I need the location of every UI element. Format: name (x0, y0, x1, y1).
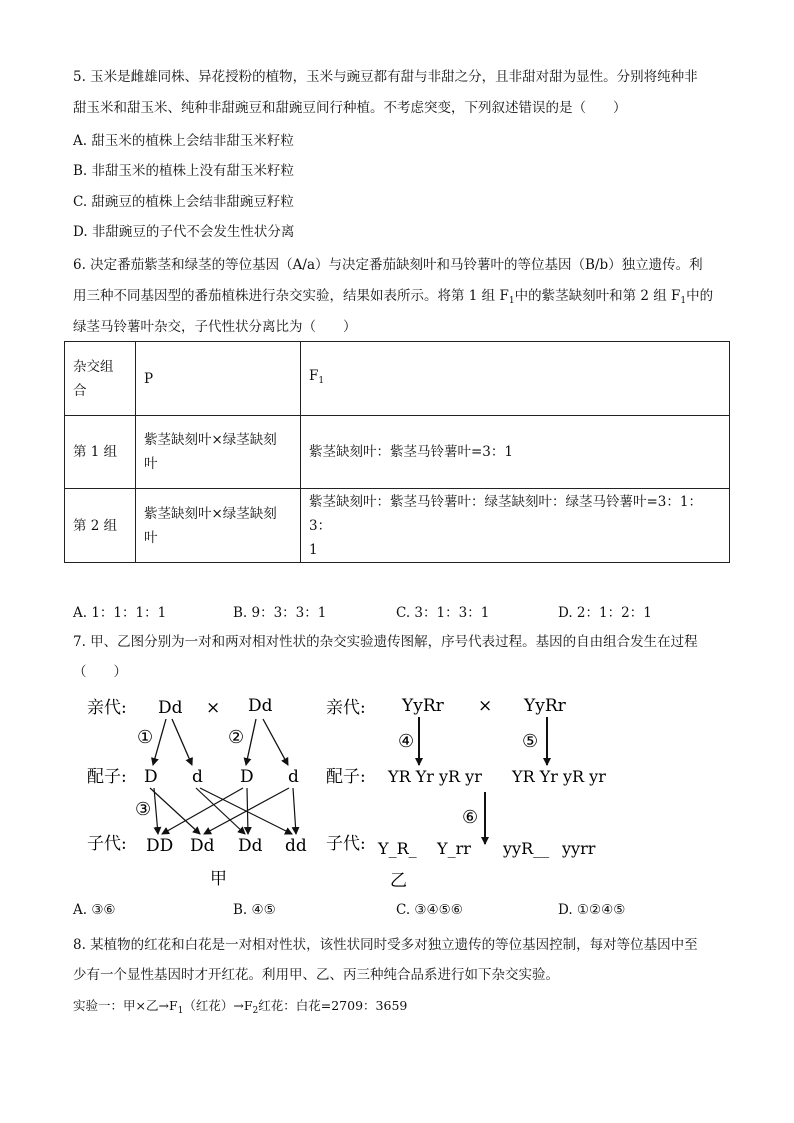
jia-offspring-1: DD (146, 836, 174, 856)
row1-group: 第 1 组 (65, 416, 136, 489)
q7-options (73, 902, 733, 922)
genotype-table (64, 341, 730, 563)
yi-gametes-parent2: YR Yr yR yr (512, 767, 606, 786)
step-6-marker: ⑥ (462, 807, 479, 828)
jia-gamete-4: d (288, 767, 299, 787)
q7-option-a: A. ③⑥ (73, 902, 116, 918)
jia-gamete-3: D (240, 767, 254, 787)
q5-stem-line1: 5. 玉米是雌雄同株、异花授粉的植物，玉米与豌豆都有甜与非甜之分，且非甜对甜为显性。分别将纯种非 (73, 69, 698, 85)
jia-gamete-label: 配子: (87, 767, 127, 787)
q7-stem-line2: （ ） (73, 664, 127, 680)
jia-parent1: Dd (158, 698, 183, 718)
jia-parent2: Dd (248, 696, 273, 716)
jia-offspring-4: dd (285, 836, 307, 856)
q6-option-a: A. 1：1：1：1 (73, 605, 167, 621)
jia-offspring-2: Dd (190, 836, 215, 856)
q7-option-b: B. ④⑤ (233, 902, 276, 918)
yi-gamete-label: 配子: (326, 767, 366, 787)
yi-cross-symbol: × (478, 696, 493, 716)
table-header-row (65, 342, 730, 416)
yi-parent1: YyRr (402, 696, 444, 716)
jia-cross-symbol: × (206, 698, 221, 718)
q7-option-c: C. ③④⑤⑥ (396, 902, 463, 918)
header-p: P (136, 342, 301, 416)
row2-group: 第 2 组 (65, 489, 136, 563)
step-2-marker: ② (228, 727, 245, 748)
yi-offspring-3: yyR__ (503, 839, 550, 858)
table-row (65, 416, 730, 489)
jia-offspring-3: Dd (238, 836, 263, 856)
genetics-cross-diagram (0, 680, 794, 895)
step-4-marker: ④ (398, 731, 415, 752)
yi-offspring-2: Y_rr (437, 839, 471, 858)
q7-stem-line1: 7. 甲、乙图分别为一对和两对相对性状的杂交实验遗传图解，序号代表过程。基因的自由组合发生在过程 (73, 634, 698, 650)
q8-stem-line1: 8. 某植物的红花和白花是一对相对性状，该性状同时受多对独立遗传的等位基因控制，每对等位基因中至 (73, 937, 698, 953)
header-cross-group: 杂交组 合 (65, 342, 136, 416)
yi-gametes-parent1: YR Yr yR yr (388, 767, 482, 786)
yi-parent-label: 亲代: (326, 698, 366, 718)
q6-stem-line3: 绿茎马铃薯叶杂交，子代性状分离比为（ ） (73, 319, 357, 335)
q8-stem-line2: 少有一个显性基因时才开红花。利用甲、乙、丙三种纯合品系进行如下杂交实验。 (73, 967, 559, 983)
row2-f1: 紫茎缺刻叶：紫茎马铃薯叶：绿茎缺刻叶：绿茎马铃薯叶=3：1：3： 1 (301, 489, 730, 563)
header-f1: $F_1$ (301, 342, 730, 416)
q6-option-c: C. 3：1：3：1 (396, 605, 490, 621)
jia-gamete-1: D (144, 767, 158, 787)
yi-title: 乙 (390, 871, 407, 891)
q6-option-b: B. 9：3：3：1 (233, 605, 327, 621)
q6-option-d: D. 2：1：2：1 (558, 605, 652, 621)
table-row (65, 489, 730, 563)
yi-offspring-label: 子代: (326, 834, 366, 854)
q5-option-c: C. 甜豌豆的植株上会结非甜豌豆籽粒 (73, 194, 294, 210)
q7-option-d: D. ①②④⑤ (558, 902, 626, 918)
q5-stem-line2: 甜玉米和甜玉米、纯种非甜豌豆和甜豌豆间行种植。不考虑突变，下列叙述错误的是（ ） (73, 100, 627, 116)
q6-stem-line1: 6. 决定番茄紫茎和绿茎的等位基因（A/a）与决定番茄缺刻叶和马铃薯叶的等位基因（B/b）独立遗传。利 (73, 257, 703, 273)
row2-parents: 紫茎缺刻叶×绿茎缺刻 叶 (136, 489, 301, 563)
q8-experiment-1: 实验一：甲×乙$\to F_1$（红花）$\to F_2$红花：白花=2709：3659 (73, 998, 408, 1016)
q6-stem-line2: 用三种不同基因型的番茄植株进行杂交实验，结果如表所示。将第 1 组 $F_1$中的紫茎缺刻叶和第 2 组 $F_1$中的 (73, 288, 714, 306)
jia-gamete-2: d (192, 767, 203, 787)
row1-f1: 紫茎缺刻叶：紫茎马铃薯叶=3：1 (301, 416, 730, 489)
q5-option-b: B. 非甜玉米的植株上没有甜玉米籽粒 (73, 163, 295, 179)
step-5-marker: ⑤ (522, 731, 539, 752)
q5-option-d: D. 非甜豌豆的子代不会发生性状分离 (73, 224, 295, 240)
yi-parent2: YyRr (524, 696, 566, 716)
jia-offspring-label: 子代: (87, 834, 127, 854)
jia-parent-label: 亲代: (87, 698, 127, 718)
q5-option-a: A. 甜玉米的植株上会结非甜玉米籽粒 (73, 133, 294, 149)
step-1-marker: ① (137, 727, 154, 748)
yi-offspring-4: yyrr (562, 839, 596, 858)
q6-options (73, 601, 733, 621)
step-3-marker: ③ (135, 799, 152, 820)
row1-parents: 紫茎缺刻叶×绿茎缺刻 叶 (136, 416, 301, 489)
yi-offspring-1: Y_R_ (378, 839, 417, 858)
jia-title: 甲 (210, 869, 227, 889)
